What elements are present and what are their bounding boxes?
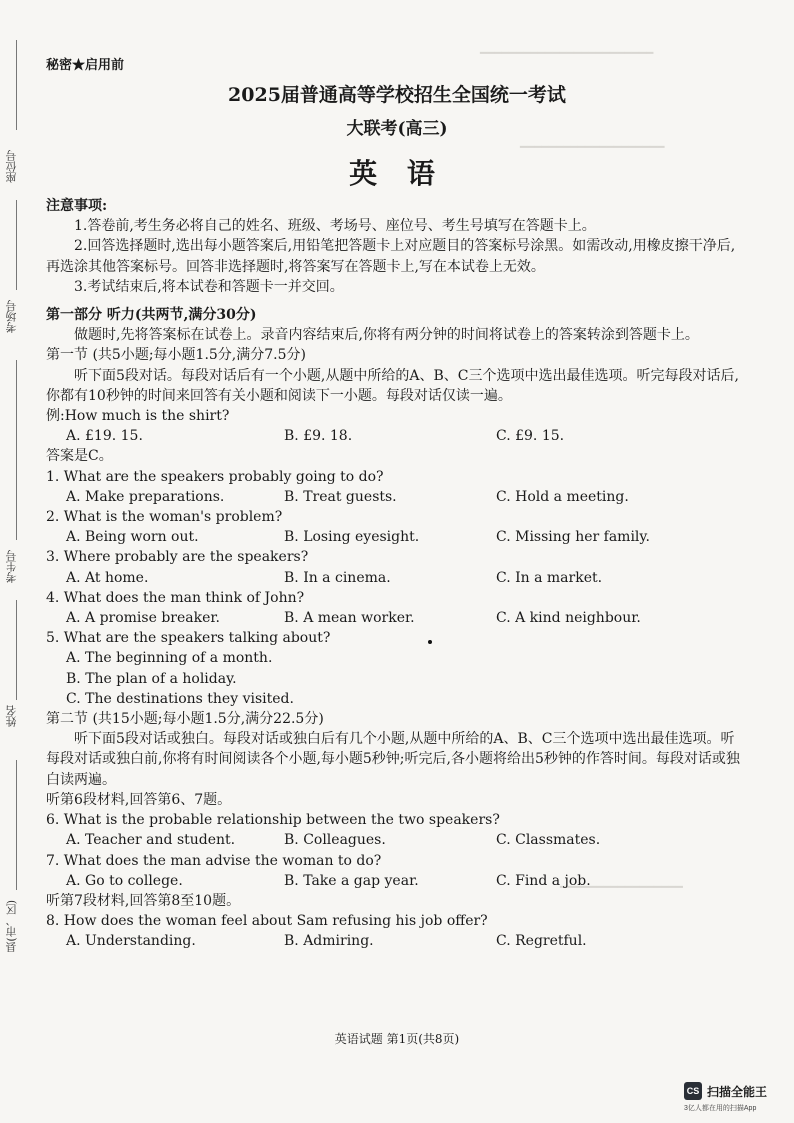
bleed-through-text: ━━━━━━━━━━━━━━━━━━━━━━━━ (480, 46, 654, 60)
name-line (16, 600, 17, 700)
option-c: C. Find a job. (496, 872, 591, 889)
bleed-through-text: ━━━━━━━━━━━━━━━━━━━━ (520, 140, 665, 154)
question-stem: 7. What does the man advise the woman to do? (46, 852, 382, 869)
notes-heading: 注意事项: (46, 198, 108, 214)
option-c: C. Classmates. (496, 832, 601, 849)
question-8 (46, 911, 746, 951)
question-stem: 4. What does the man think of John? (46, 589, 305, 606)
question-options (46, 608, 746, 628)
option-b: B. £9. 18. (284, 428, 353, 445)
note-item: 1.答卷前,考生务必将自己的姓名、班级、考场号、座位号、考生号填写在答题卡上。 (74, 218, 596, 235)
option-a: A. Being worn out. (66, 529, 199, 546)
subject-title: 英 语 (349, 157, 445, 190)
option-a: A. Go to college. (66, 872, 183, 889)
scanner-watermark (684, 1082, 767, 1100)
option-b: B. Admiring. (284, 933, 374, 950)
seat-label: 座位号 (5, 150, 18, 183)
option-a: A. Teacher and student. (66, 832, 236, 849)
option-a: A. At home. (66, 569, 149, 586)
question-options (46, 931, 746, 951)
section2-heading: 第二节 (共15小题;每小题1.5分,满分22.5分) (46, 711, 324, 728)
question-options (46, 487, 746, 507)
material-7-note: 听第7段材料,回答第8至10题。 (46, 892, 241, 909)
note-item: 2.回答选择题时,选出每小题答案后,用铅笔把答题卡上对应题目的答案标号涂黑。如需改动,用橡皮擦干净后,再选涂其他答案标号。回答非选择题时,将答案写在答题卡上,写在本试卷上无效。 (46, 238, 736, 275)
county-label: 县(市、区) (5, 900, 18, 953)
example-stem: 例:How much is the shirt? (46, 408, 230, 425)
question-5 (46, 628, 746, 709)
option-c: C. Missing her family. (496, 529, 650, 546)
name-label: 姓名 (5, 705, 18, 727)
option-c: C. A kind neighbour. (496, 610, 641, 627)
option-a: A. A promise breaker. (66, 610, 220, 627)
option-c: C. In a market. (496, 569, 603, 586)
scanner-tagline: 3亿人都在用的扫描App (684, 1105, 757, 1112)
question-stem: 5. What are the speakers talking about? (46, 630, 331, 647)
question-stem: 1. What are the speakers probably going to do? (46, 468, 384, 485)
option-b: B. Treat guests. (284, 488, 397, 505)
option-c: C. £9. 15. (496, 428, 565, 445)
option-b: B. In a cinema. (284, 569, 391, 586)
question-1 (46, 467, 746, 507)
option-b: B. Take a gap year. (284, 872, 419, 889)
question-4 (46, 588, 746, 628)
section1-heading: 第一节 (共5小题;每小题1.5分,满分7.5分) (46, 347, 306, 364)
exam-no-line (16, 200, 17, 290)
example-options (46, 426, 746, 446)
scanner-name: 扫描全能王 (707, 1084, 768, 1099)
student-no-label: 考生号 (5, 550, 18, 583)
option-b: B. Colleagues. (284, 832, 386, 849)
question-6 (46, 810, 746, 850)
exam-subtitle: 大联考(高三) (346, 119, 448, 139)
option-c: C. The destinations they visited. (66, 690, 294, 707)
example-answer: 答案是C。 (46, 448, 113, 465)
option-b: B. The plan of a holiday. (66, 670, 237, 687)
option-b: B. A mean worker. (284, 610, 415, 627)
exam-no-label: 考场号 (5, 300, 18, 333)
question-options (46, 830, 746, 850)
student-no-line (16, 360, 17, 540)
exam-content (46, 196, 746, 952)
exam-title: 2025届普通高等学校招生全国统一考试 (228, 84, 566, 106)
option-c: C. Regretful. (496, 933, 587, 950)
material-6-note: 听第6段材料,回答第6、7题。 (46, 791, 232, 808)
question-stem: 2. What is the woman's problem? (46, 509, 283, 526)
part1-heading: 第一部分 听力(共两节,满分30分) (46, 307, 257, 324)
option-a: A. Make preparations. (66, 488, 225, 505)
note-item: 3.考试结束后,将本试卷和答题卡一并交回。 (74, 278, 344, 295)
option-a: A. The beginning of a month. (66, 650, 273, 667)
county-line (16, 760, 17, 890)
question-2 (46, 507, 746, 547)
bleed-through-text: ━━━━━━━━━━━━━━━━━ (560, 880, 683, 894)
page-footer: 英语试题 第1页(共8页) (334, 1032, 460, 1046)
question-stem: 3. Where probably are the speakers? (46, 549, 309, 566)
scan-speck (428, 640, 432, 644)
confidential-mark: 秘密★启用前 (46, 57, 125, 72)
scanner-logo-icon: CS (684, 1082, 702, 1100)
question-options (46, 871, 746, 891)
question-stem: 8. How does the woman feel about Sam refusing his job offer? (46, 913, 488, 930)
question-7 (46, 851, 746, 891)
option-b: B. Losing eyesight. (284, 529, 420, 546)
question-options (46, 527, 746, 547)
question-stem: 6. What is the probable relationship between the two speakers? (46, 812, 500, 829)
option-a: A. Understanding. (66, 933, 196, 950)
option-a: A. £19. 15. (66, 428, 143, 445)
option-c: C. Hold a meeting. (496, 488, 629, 505)
part1-intro: 做题时,先将答案标在试卷上。录音内容结束后,你将有两分钟的时间将试卷上的答案转涂到答题卡上。 (74, 327, 699, 344)
section2-intro: 听下面5段对话或独白。每段对话或独白后有几个小题,从题中所给的A、B、C三个选项中选出最佳选项。听每段对话或独白前,你将有时间阅读各个小题,每小题5秒钟;听完后,各小题将给出5秒钟的作答时间。每段对话或独白读两遍。 (46, 731, 740, 788)
question-options (46, 568, 746, 588)
section1-intro: 听下面5段对话。每段对话后有一个小题,从题中所给的A、B、C三个选项中选出最佳选项。听完每段对话后,你都有10秒钟的时间来回答有关小题和阅读下一小题。每段对话仅读一遍。 (46, 367, 739, 404)
question-3 (46, 547, 746, 587)
